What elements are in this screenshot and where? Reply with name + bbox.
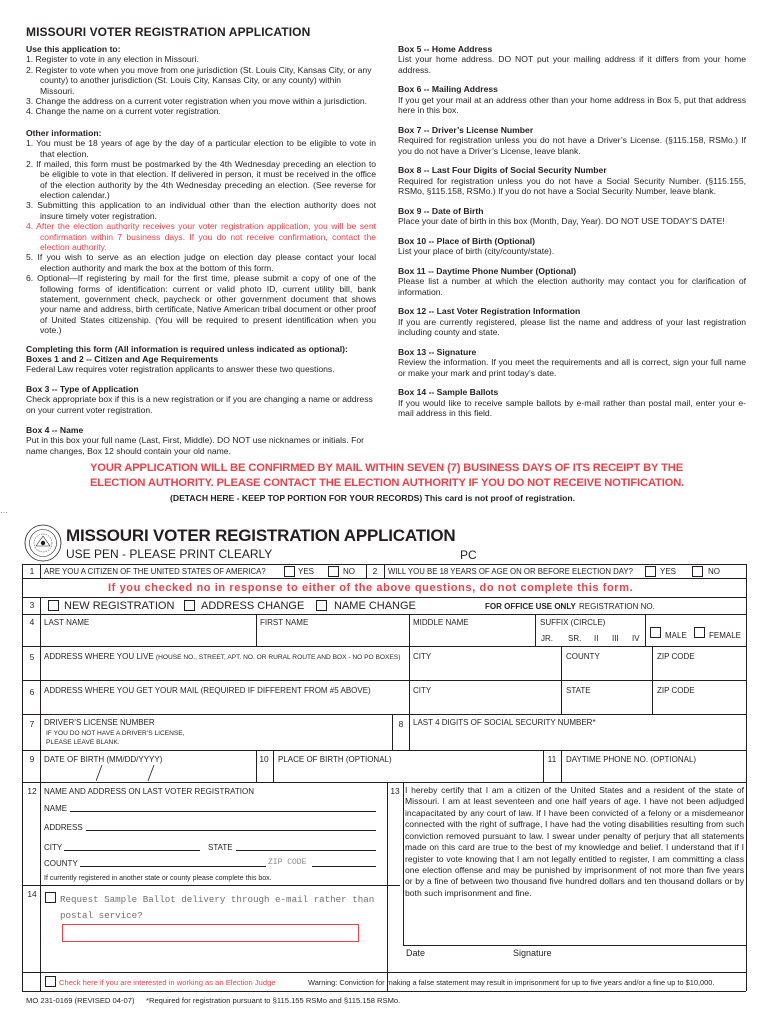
female-checkbox[interactable] xyxy=(694,627,705,638)
state-label: STATE xyxy=(566,686,591,695)
new-registration-label: NEW REGISTRATION xyxy=(64,600,175,612)
first-name-label: FIRST NAME xyxy=(260,618,309,627)
instructions-left-column xyxy=(26,44,376,456)
county-label: COUNTY xyxy=(566,652,600,661)
no-label: NO xyxy=(708,567,720,576)
citizen-yes-checkbox[interactable] xyxy=(284,566,295,577)
divider xyxy=(543,750,544,782)
last-reg-name-label: NAME xyxy=(44,804,68,813)
box12-help xyxy=(398,306,746,337)
ssn-label: LAST 4 DIGITS OF SOCIAL SECURITY NUMBER* xyxy=(413,718,596,727)
age-yes-checkbox[interactable] xyxy=(645,566,656,577)
yes-label: YES xyxy=(660,567,677,576)
divider xyxy=(561,646,562,680)
box-help-text: Review the information. If you meet the requirements and all is correct, sign your full name or make your mark and print today’s date. xyxy=(398,357,746,378)
signature-line[interactable] xyxy=(403,945,746,946)
confirmation-line: ELECTION AUTHORITY. PLEASE CONTACT THE ELECTION AUTHORITY IF YOU DO NOT RECEIVE NOTIFICATION. xyxy=(90,476,685,489)
name-change-checkbox[interactable] xyxy=(316,600,327,611)
missouri-seal-icon xyxy=(24,524,62,562)
registration-no-label: REGISTRATION NO. xyxy=(579,602,655,611)
box10-help xyxy=(398,236,746,257)
home-address-note: (HOUSE NO., STREET, APT. NO. OR RURAL ROUTE AND BOX - NO PO BOXES) xyxy=(155,654,401,661)
eligibility-warning: If you checked no in response to either of the above questions, do not complete this form. xyxy=(108,582,634,594)
divider xyxy=(40,885,41,991)
email-input[interactable] xyxy=(62,924,359,942)
other-item: 2. If mailed, this form must be postmarked by the 4th Wednesday preceding an election to be eligible to vote in that election. If delivered in person, it must be received in the office of the election authority by the 4th Wednesday preceding an election. (See reverse for election calendar.) xyxy=(26,158,376,201)
box-number: 14 xyxy=(27,889,37,899)
zip-line[interactable] xyxy=(312,866,376,867)
box-help-text: If you get your mail at an address other than your home address in Box 5, put that address here in this box. xyxy=(398,94,746,116)
box-help-text: If you are currently registered, please list the name and address of your last registration including county and state. xyxy=(398,316,746,338)
row-divider xyxy=(22,597,746,598)
confirmation-notice xyxy=(90,461,684,490)
other-item: 1. You must be 18 years of age by the day of a particular election to be eligible to vote in that election. xyxy=(26,138,376,159)
box-help-text: Required for registration unless you do not have a Driver’s License. (§115.158, RSMo.) If you do not have a Driver’s License, leave blank. xyxy=(398,135,746,156)
mail-address-label: ADDRESS WHERE YOU GET YOUR MAIL (REQUIRED IF DIFFERENT FROM #5 ABOVE) xyxy=(44,686,371,695)
middle-name-label: MIDDLE NAME xyxy=(413,618,469,627)
divider xyxy=(535,614,536,646)
other-list xyxy=(26,138,376,335)
divider xyxy=(409,680,410,714)
last-reg-county-label: COUNTY xyxy=(44,859,78,868)
divider xyxy=(652,680,653,714)
box-number: 11 xyxy=(547,754,557,764)
other-item: 6. Optional—If registering by mail for the first time, please submit a copy of one of the following forms of identification: current or valid photo ID, current utility bill, bank statement, government check, paycheck or other government document that shows your name and address, birth certificate, Native American tribal document or other proof of United States citizenship. (You will be required to present identification when you vote.) xyxy=(26,273,376,336)
divider xyxy=(645,614,646,646)
box-help-heading: Box 6 -- Mailing Address xyxy=(398,84,498,95)
form-right-border xyxy=(746,564,747,991)
date-label: Date xyxy=(406,948,426,958)
last-reg-state-label: STATE xyxy=(208,843,233,852)
box7-help xyxy=(398,125,746,156)
use-item: 2. Register to vote when you move from one jurisdiction (St. Louis City, Kansas City, or any county) to another jurisdiction (St. Louis City, Kansas City, or any county) within Missouri. xyxy=(26,64,372,96)
divider xyxy=(366,564,367,578)
row-divider xyxy=(22,646,746,647)
box-help-text: Please list a number at which the election authority may contact you for clarification of information. xyxy=(398,276,746,297)
name-line[interactable] xyxy=(70,811,376,812)
box-help-heading: Box 7 -- Driver’s License Number xyxy=(398,124,534,135)
box-help-heading: Box 14 -- Sample Ballots xyxy=(398,387,499,398)
completing-heading: Completing this form (All information is required unless indicated as optional): xyxy=(26,343,348,354)
citizen-question: ARE YOU A CITIZEN OF THE UNITED STATES OF AMERICA? xyxy=(44,567,266,576)
divider xyxy=(392,714,393,750)
address-change-label: ADDRESS CHANGE xyxy=(201,600,305,612)
box3-text: Check appropriate box if this is a new registration or if you are changing a name or address on your current voter registration. xyxy=(26,394,373,415)
city-line[interactable] xyxy=(64,850,200,851)
address-change-checkbox[interactable] xyxy=(184,600,195,611)
box-help-heading: Box 13 -- Signature xyxy=(398,346,477,357)
last-reg-city-label: CITY xyxy=(44,843,63,852)
zip-label: ZIP CODE xyxy=(657,686,695,695)
male-label: MALE xyxy=(665,631,687,640)
suffix-option-sr[interactable]: SR. xyxy=(568,634,582,643)
form-bottom-border xyxy=(22,991,746,992)
sample-ballot-text: Request Sample Ballot delivery through e-mail rather than postal service? xyxy=(60,894,375,921)
male-checkbox[interactable] xyxy=(650,627,661,638)
last-reg-address-label: ADDRESS xyxy=(44,823,83,832)
box-number: 7 xyxy=(29,719,35,729)
other-state-note: If currently registered in another state or county please complete this box. xyxy=(44,875,272,882)
divider xyxy=(652,646,653,680)
box6-help xyxy=(398,84,746,115)
divider xyxy=(40,597,41,614)
box-help-text: Place your date of birth in this box (Month, Day, Year). DO NOT USE TODAY’S DATE! xyxy=(398,216,725,227)
election-judge-label: Check here if you are interested in working as an Election Judge xyxy=(59,978,276,987)
box-number: 1 xyxy=(29,566,35,576)
boxes-1-2-heading: Boxes 1 and 2 -- Citizen and Age Requirements xyxy=(26,353,219,364)
box-help-heading: Box 10 -- Place of Birth (Optional) xyxy=(398,235,536,246)
divider xyxy=(409,614,410,646)
box-number: 12 xyxy=(27,786,37,796)
box-number: 13 xyxy=(390,786,400,796)
box8-help xyxy=(398,165,746,196)
zip-label: ZIP CODE xyxy=(657,652,695,661)
box-number: 8 xyxy=(398,719,404,729)
address-line[interactable] xyxy=(86,830,376,831)
last-reg-zip-label: ZIP CODE xyxy=(268,858,307,867)
dob-slash-icon xyxy=(96,765,156,783)
row-divider xyxy=(22,680,746,681)
box14-help xyxy=(398,387,746,418)
yes-label: YES xyxy=(298,567,315,576)
instructions-right-column xyxy=(398,44,746,419)
no-label: NO xyxy=(343,567,355,576)
use-list xyxy=(26,54,376,116)
row-divider xyxy=(22,972,746,973)
signature-label: Signature xyxy=(513,948,552,958)
box-number: 5 xyxy=(29,652,35,662)
form-subtitle: USE PEN - PLEASE PRINT CLEARLY xyxy=(66,547,273,561)
name-change-label: NAME CHANGE xyxy=(334,600,416,612)
row-divider xyxy=(22,782,746,783)
suffix-option-jr[interactable]: JR. xyxy=(541,634,553,643)
female-label: FEMALE xyxy=(709,631,742,640)
use-item: 3. Change the address on a current voter registration when you move within a jurisdiction. xyxy=(26,95,368,106)
box-number: 3 xyxy=(29,600,35,610)
dob-label: DATE OF BIRTH (MM/DD/YYYY) xyxy=(44,755,163,764)
box-help-heading: Box 11 -- Daytime Phone Number (Optional) xyxy=(398,265,577,276)
divider xyxy=(40,680,41,714)
divider xyxy=(561,750,562,782)
other-item: 5. If you wish to serve as an election judge on election day please contact your local election authority and mark the box at the bottom of this form. xyxy=(26,252,376,273)
divider xyxy=(384,564,385,578)
box-help-heading: Box 8 -- Last Four Digits of Social Security Number xyxy=(398,165,607,176)
box9-help xyxy=(398,206,746,227)
box-help-text: List your home address. DO NOT put your mailing address if it differs from your home address. xyxy=(398,54,746,75)
other-item: 3. Submitting this application to an individual other than the election authority does not insure timely voter registration. xyxy=(26,200,376,221)
box13-help xyxy=(398,347,746,378)
box-number: 6 xyxy=(29,687,35,697)
dl-note-line: PLEASE LEAVE BLANK. xyxy=(46,739,120,746)
instructions-title: MISSOURI VOTER REGISTRATION APPLICATION xyxy=(26,25,311,39)
detach-dots: ··· xyxy=(0,508,8,517)
phone-label: DAYTIME PHONE NO. (OPTIONAL) xyxy=(566,755,697,764)
form-title: MISSOURI VOTER REGISTRATION APPLICATION xyxy=(66,526,456,545)
citizen-no-checkbox[interactable] xyxy=(328,566,339,577)
divider xyxy=(40,782,41,885)
suffix-option-iv[interactable]: IV xyxy=(632,634,640,643)
divider xyxy=(40,646,41,680)
use-item: 1. Register to vote in any election in Missouri. xyxy=(26,54,199,65)
divider xyxy=(40,714,41,750)
office-use-label: FOR OFFICE USE ONLY xyxy=(485,602,576,611)
last-name-label: LAST NAME xyxy=(44,618,90,627)
home-address-text: ADDRESS WHERE YOU LIVE xyxy=(44,652,154,661)
box-help-heading: Box 9 -- Date of Birth xyxy=(398,205,484,216)
last-reg-label: NAME AND ADDRESS ON LAST VOTER REGISTRATION xyxy=(44,787,254,796)
box5-help xyxy=(398,44,746,75)
box3-heading: Box 3 -- Type of Application xyxy=(26,383,139,394)
box-number: 10 xyxy=(259,754,269,764)
penalty-warning: Warning: Conviction for making a false statement may result in imprisonment for up to five years and/or a fine up to $10,000. xyxy=(308,978,715,987)
confirmation-line: YOUR APPLICATION WILL BE CONFIRMED BY MAIL WITHIN SEVEN (7) BUSINESS DAYS OF ITS RECEIPT BY THE xyxy=(90,462,684,474)
row-divider xyxy=(22,614,746,615)
row-divider xyxy=(22,714,746,715)
dl-number-label: DRIVER’S LICENSE NUMBER xyxy=(44,718,155,727)
box-help-text: List your place of birth (city/county/state). xyxy=(398,246,555,257)
box4-heading: Box 4 -- Name xyxy=(26,424,84,435)
form-left-border xyxy=(22,564,23,991)
sample-ballot-checkbox[interactable] xyxy=(45,892,56,903)
form-number: MO 231-0169 (REVISED 04-07) xyxy=(26,996,135,1005)
other-heading: Other information: xyxy=(26,127,102,138)
pob-label: PLACE OF BIRTH (OPTIONAL) xyxy=(278,755,392,764)
box-help-heading: Box 5 -- Home Address xyxy=(398,44,493,54)
city-label: CITY xyxy=(413,652,432,661)
boxes-1-2-text: Federal Law requires voter registration applicants to answer these two questions. xyxy=(26,364,335,375)
divider xyxy=(256,614,257,646)
certification-text: I hereby certify that I am a citizen of the United States and a resident of the state of Missouri. I am at least seventeen and one half years of age. I have not been adjudged incapacitated by any court of law. If I have been convicted of a felony or a misdemeanor connected with the right of suffrage, I have had the voting disabilities resulting from such conviction removed pursuant to law. I swear under penalty of perjury that all statements made on this card are true to the best of my knowledge and belief. I understand that if I register to vote knowing that I am not legally entitled to register, I am committing a class one election offense and may be punished by imprisonment of not more than five years or by a fine of between two thousand five hundred dollars and ten thousand dollars or by both such imprisonment and fine. xyxy=(405,785,744,898)
divider xyxy=(403,782,404,945)
box-help-text: Required for registration unless you do not have a Social Security Number. (§115.155, RSMo, §115.158, RSMo.) If you do not have a Social Security Number, leave blank. xyxy=(398,175,746,197)
footnote: *Required for registration pursuant to §115.155 RSMo and §115.158 RSMo. xyxy=(146,996,401,1005)
divider xyxy=(409,646,410,680)
divider xyxy=(40,614,41,646)
dl-note-line: IF YOU DO NOT HAVE A DRIVER’S LICENSE, xyxy=(46,730,185,737)
row-divider xyxy=(22,885,400,886)
divider xyxy=(409,714,410,750)
box-help-text: If you would like to receive sample ballots by e-mail rather than postal mail, enter your e-mail address in this field. xyxy=(398,397,746,419)
box4-text: Put in this box your full name (Last, First, Middle). DO NOT use nicknames or initials. For name changes, Box 12 should contain your old name. xyxy=(26,435,364,456)
row-divider xyxy=(22,750,746,751)
suffix-label: SUFFIX (CIRCLE) xyxy=(540,618,606,627)
county-line[interactable] xyxy=(80,866,266,867)
detach-note: (DETACH HERE - KEEP TOP PORTION FOR YOUR RECORDS) This card is not proof of registration. xyxy=(170,493,576,503)
box11-help xyxy=(398,266,746,297)
box-number: 2 xyxy=(372,566,378,576)
row-divider xyxy=(22,578,746,579)
use-heading: Use this application to: xyxy=(26,44,121,54)
box-number: 9 xyxy=(29,754,35,764)
divider xyxy=(40,750,41,782)
use-item: 4. Change the name on a current voter registration. xyxy=(26,106,221,117)
age-no-checkbox[interactable] xyxy=(692,566,703,577)
pc-label: PC xyxy=(460,548,477,562)
divider xyxy=(387,782,388,991)
home-address-label xyxy=(44,652,400,662)
other-item-confirmation: 4. After the election authority receives your voter registration application, you will be sent confirmation within 7 business days. If you do not receive confirmation, contact the election authority. xyxy=(26,221,376,253)
age-question: WILL YOU BE 18 YEARS OF AGE ON OR BEFORE ELECTION DAY? xyxy=(388,567,633,576)
box-help-heading: Box 12 -- Last Voter Registration Information xyxy=(398,306,581,317)
new-registration-checkbox[interactable] xyxy=(48,600,59,611)
divider xyxy=(40,564,41,578)
state-line[interactable] xyxy=(236,850,376,851)
election-judge-checkbox[interactable] xyxy=(45,976,56,987)
city-label: CITY xyxy=(413,686,432,695)
suffix-option-ii[interactable]: II xyxy=(594,634,599,643)
divider xyxy=(561,680,562,714)
box-number: 4 xyxy=(29,617,35,627)
suffix-option-iii[interactable]: III xyxy=(612,634,619,643)
divider xyxy=(273,750,274,782)
